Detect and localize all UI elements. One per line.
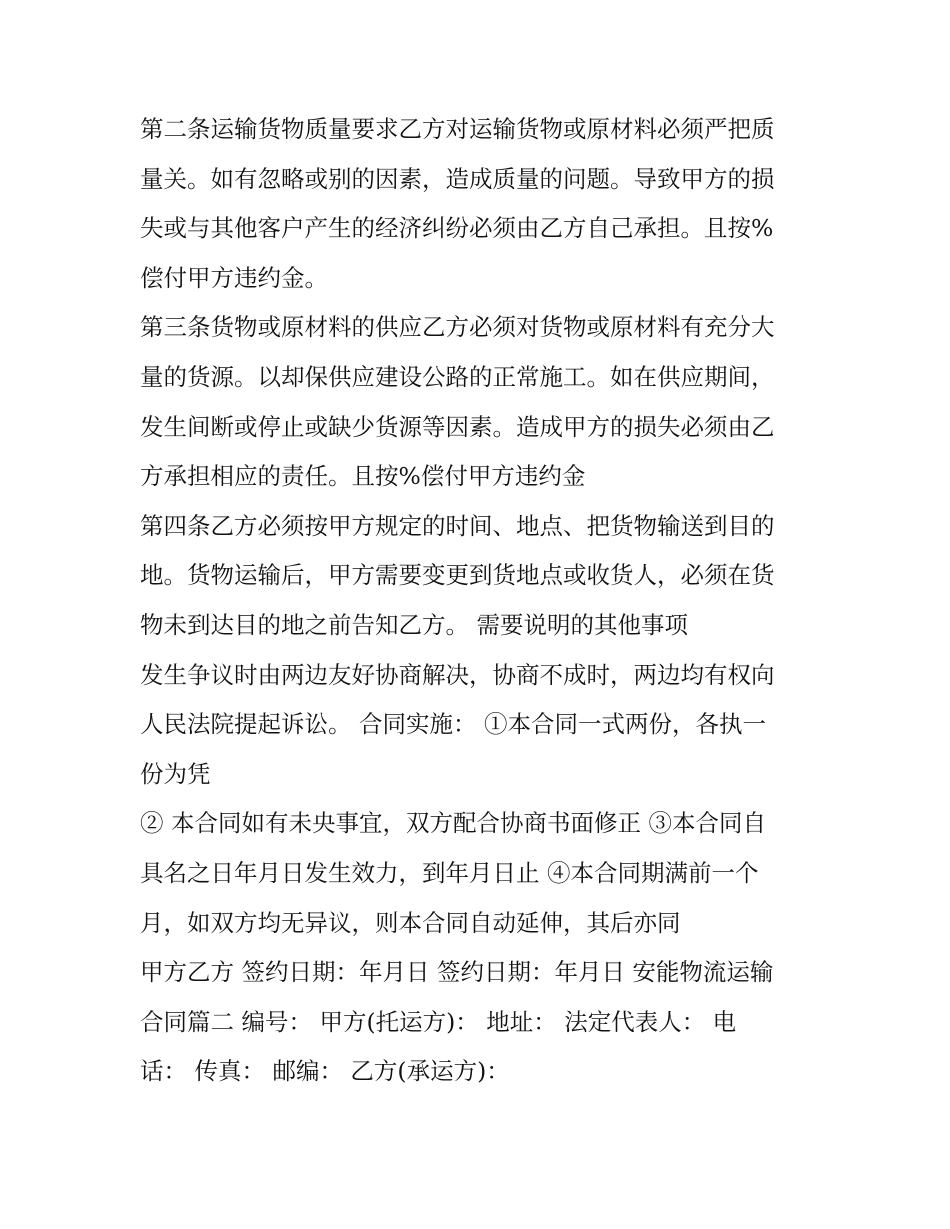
text-line: ② 本合同如有未央事宜，双方配合协商书面修正 ③本合同自: [140, 809, 766, 838]
text-line: 偿付甲方违约金。: [140, 263, 328, 292]
text-line: 月，如双方均无异议，则本合同自动延伸，其后亦同: [140, 908, 681, 937]
text-line: 人民法院提起诉讼。 合同实施： ①本合同一式两份，各执一: [140, 710, 766, 739]
text-line: 第三条货物或原材料的供应乙方必须对货物或原材料有充分大: [140, 313, 775, 342]
text-line: 份为凭: [140, 759, 211, 788]
contract-text: [140, 105, 820, 1097]
text-line: 方承担相应的责任。且按%偿付甲方违约金: [140, 462, 586, 491]
text-line: 失或与其他客户产生的经济纠纷必须由乙方自己承担。且按%: [140, 214, 774, 243]
text-line: 发生间断或停止或缺少货源等因素。造成甲方的损失必须由乙: [140, 412, 775, 441]
text-line: 甲方乙方 签约日期：年月日 签约日期：年月日 安能物流运输: [140, 958, 774, 987]
text-line: 合同篇二 编号： 甲方(托运方)： 地址： 法定代表人： 电: [140, 1007, 737, 1036]
text-line: 第二条运输货物质量要求乙方对运输货物或原材料必须严把质: [140, 115, 775, 143]
text-line: 量关。如有忽略或别的因素，造成质量的问题。导致甲方的损: [140, 164, 775, 193]
text-line: 具名之日年月日发生效力，到年月日止 ④本合同期满前一个: [140, 858, 759, 887]
text-line: 第四条乙方必须按甲方规定的时间、地点、把货物输送到目的: [140, 511, 775, 540]
text-line: 发生争议时由两边友好协商解决，协商不成时，两边均有权向: [140, 660, 775, 689]
text-line: 话： 传真： 邮编： 乙方(承运方)：: [140, 1057, 510, 1086]
text-line: 物未到达目的地之前告知乙方。 需要说明的其他事项: [140, 610, 688, 639]
text-line: 量的货源。以却保供应建设公路的正常施工。如在供应期间，: [140, 362, 775, 391]
text-line: 地。货物运输后，甲方需要变更到货地点或收货人，必须在货: [140, 561, 775, 590]
